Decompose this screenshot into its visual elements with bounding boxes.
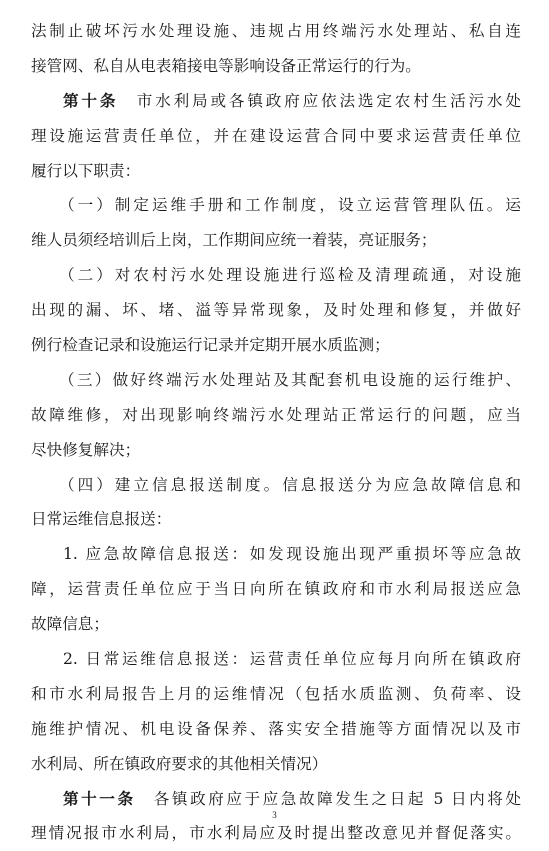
text-line: （四）建立信息报送制度。信息报送分为应急故障信息和 [59,475,521,494]
text-line: 例行检查记录和设施运行记录并定期开展水质监测； [31,336,390,355]
text-span: 各镇政府应于应急故障发生之日起 5 日内将处 [153,789,521,808]
text-line: 理设施运营责任单位，并在建设运营合同中要求运营责任单位 [31,126,521,145]
text-line: （三）做好终端污水处理站及其配套机电设施的运行维护、 [59,370,521,389]
text-line: 和市水利局报告上月的运维情况（包括水质监测、负荷率、设 [31,684,521,703]
text-line: 尽快修复解决； [31,440,141,459]
text-line: 1. 应急故障信息报送：如发现设施出现严重损坏等应急故 [63,545,521,564]
text-line: 故障信息； [31,615,109,634]
text-line: （一）制定运维手册和工作制度，设立运营管理队伍。运 [59,196,521,215]
text-line: 障，运营责任单位应于当日向所在镇政府和市水利局报送应急 [31,580,521,599]
text-line: 2. 日常运维信息报送：运营责任单位应每月向所在镇政府 [63,650,521,669]
text-line: 出现的漏、坏、堵、溢等异常现象，及时处理和修复，并做好 [31,301,521,320]
article-11-heading: 第十一条 [63,788,136,808]
text-line: 水利局、所在镇政府要求的其他相关情况） [31,754,328,773]
text-line: 施维护情况、机电设备保养、落实安全措施等方面情况以及市 [31,719,521,738]
text-line: 维人员须经培训后上岗，工作期间应统一着装，亮证服务； [31,231,437,250]
text-line: 履行以下职责： [31,161,141,180]
text-line: 理情况报市水利局，市水利局应及时提出整改意见并督促落实。 [31,824,521,843]
text-line: 日常运维信息报送： [31,510,172,529]
page-number: 3 [272,810,277,820]
text-line: 法制止破坏污水处理设施、违规占用终端污水处理站、私自连 [31,22,521,40]
text-line: 接管网、私自从电表箱接电等影响设备正常运行的行为。 [31,56,421,75]
text-line: 故障维修，对出现影响终端污水处理站正常运行的问题，应当 [31,405,521,424]
article-10-line [31,84,521,119]
text-line: （二）对农村污水处理设施进行巡检及清理疏通，对设施 [59,266,521,285]
body-text [31,14,521,851]
article-10-heading: 第十条 [63,90,119,110]
text-span: 市水利局或各镇政府应依法选定农村生活污水处 [136,91,521,110]
